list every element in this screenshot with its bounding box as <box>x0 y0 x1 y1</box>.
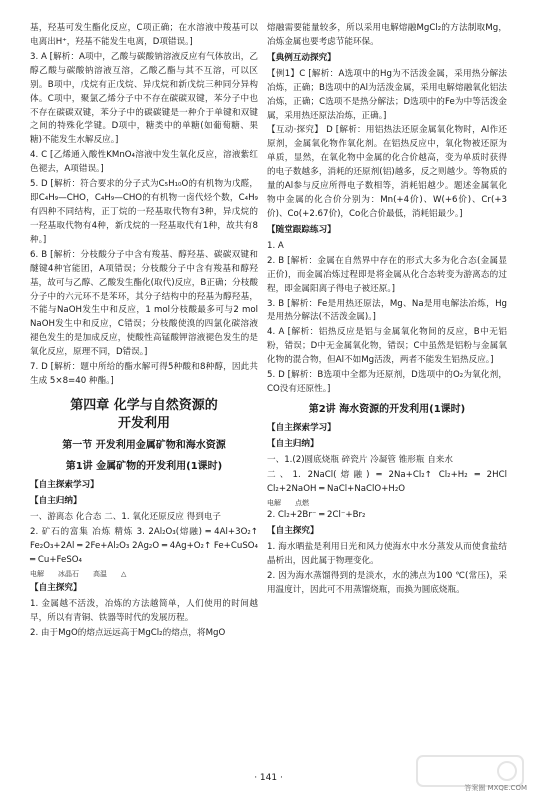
practice-answer: 3. B [解析：Fe是用热还原法，Mg、Na是用电解法冶炼，Hg是用热分解法(不活泼金属)。] <box>267 298 507 323</box>
paragraph: 3. A [解析：A项中，乙酸与碳酸钠溶液反应有气体放出，乙醇乙酸与碳酸钠溶液互溶，乙酸乙酯与其不互溶，可以区别。B项中，戊烷有正戊烷、异戊烷和新戊烷三种同分异构体。C项中，聚氯乙烯分子中不存在碳碳双键，苯分子中也不存在碳碳双键，苯分子中的碳碳键是一种介于单键和双键之间的特殊化学键。D项中，糖类中的单糖(如葡萄糖、果糖)不能发生水解反应。] <box>30 51 258 146</box>
watermark-text: 答案圈 MXQE.COM <box>464 783 527 792</box>
summary-line: 2. 矿石的富集 冶炼 精炼 3. 2Al₂O₃(熔融) ═ 4Al+3O₂↑ Fe₂O₃+2Al ═ 2Fe+Al₂O₃ 2Ag₂O ═ 4Ag+O₂↑ Fe+CuSO₄ ═ Cu+FeSO₄ <box>30 527 258 566</box>
section-title: 第一节 开发利用金属矿物和海水资源 <box>62 440 226 452</box>
heading-summary: 【自主归纳】 <box>267 439 319 450</box>
paragraph: 2. 因为海水蒸馏得到的是淡水，水的沸点为100 ℃(常压)，采用温度计，因此可不用蒸馏烧瓶，而换为圆底烧瓶。 <box>267 570 507 595</box>
summary-line: 一、游离态 化合态 二、1. 氧化还原反应 得到电子 <box>30 512 222 523</box>
paragraph: 4. C [乙烯通入酸性KMnO₄溶液中发生氧化反应，溶液紫红色褪去，A项错误。] <box>30 150 258 175</box>
heading-explore: 【自主探索学习】 <box>267 423 336 434</box>
condition-label: 冰晶石 <box>58 569 79 578</box>
chapter-title-line1: 第四章 化学与自然资源的 <box>70 397 218 413</box>
condition-label: 点燃 <box>295 498 309 507</box>
condition-label: 电解 <box>267 498 281 507</box>
chapter-title-line2: 开发利用 <box>117 415 170 431</box>
heading-self-explore: 【自主探究】 <box>267 526 319 537</box>
equation-conditions <box>267 498 507 509</box>
paragraph: 基，羟基可发生酯化反应，C项正确；在水溶液中羧基可以电离出H⁺，羟基不能发生电离，D项错误。] <box>30 23 258 47</box>
condition-label: 电解 <box>30 569 44 578</box>
page-number: · 141 · <box>254 773 283 784</box>
interact-explore-answer: 【互动·探究】 D [解析：用铝热法还原金属氧化物时，Al作还原剂，金属氧化物作氧化剂。在铝热反应中，氧化物被还原为单质，显然，在氧化物中金属的化合价越高，变为单质时获得的电子数越多，消耗的还原剂(铝)越多，反之则越少。等物质的量的Al参与反应所得电子数相等，消耗铝越少。题述金属氧化物中金属的化合价分别为：Mn(+4价)、W(+6价)、Cr(+3价)、Co(+2.67价)，Co化合价最低，消耗铝最少。] <box>267 125 507 219</box>
paragraph: 1. 金属越不活泼，冶炼的方法越简单，人们使用的时间越早，所以有青铜、铁器等时代的发展历程。 <box>30 599 258 624</box>
practice-answer: 4. A [解析：铝热反应是铝与金属氧化物间的反应，B中无铝粉，错误；D中无金属氧化物，错误；C中虽然是铝粉与金属氧化物的混合物，但Al不如Mg活泼，两者不能发生铝热反应。] <box>267 327 507 366</box>
lesson-title: 第2讲 海水资源的开发利用(1课时) <box>308 403 466 415</box>
left-column <box>30 22 258 642</box>
heading-self-explore: 【自主探究】 <box>30 583 82 594</box>
heading-explore: 【自主探索学习】 <box>30 480 99 491</box>
summary-line: 2. Cl₂+2Br⁻ ═ 2Cl⁻+Br₂ <box>267 510 366 521</box>
heading-interact: 【典例互动探究】 <box>267 52 336 63</box>
heading-summary: 【自主归纳】 <box>30 496 82 507</box>
summary-line: 二、1. 2NaCl(熔融) ═ 2Na+Cl₂↑ Cl₂+H₂ ═ 2HCl Cl₂+2NaOH ═ NaCl+NaClO+H₂O <box>267 469 507 494</box>
paragraph: 5. D [解析：符合要求的分子式为C₅H₁₀O的有机物为戊醛，即C₄H₉—CHO，C₄H₉—CHO的有机物一卤代烃个数，C₄H₉有四种不同结构，正丁烷的一羟基取代物有3种，异戊烷的一羟基取代物有4种，新戊烷的一羟基取代有1种，故共有8种。] <box>30 179 258 245</box>
summary-line: 一、1.(2)圆底烧瓶 碎瓷片 冷凝管 锥形瓶 自来水 <box>267 455 453 465</box>
paragraph: 2. 由于MgO的熔点远远高于MgCl₂的熔点，将MgO <box>30 628 226 639</box>
paragraph: 6. B [解析：分枝酸分子中含有羧基、醇羟基、碳碳双键和醚键4种官能团，A项错误；分枝酸分子中含有羧基和醇羟基，故可与乙醇、乙酸发生酯化(取代)反应，B正确；分枝酸分子中的六元环不是苯环，其分子结构中的羟基为醇羟基，不能与NaOH发生中和反应，1 mol分枝酸最多可与2 mol NaOH发生中和反应，C错误；分枝酸使溴的四氯化碳溶液褪色发生的是加成反应，使酸性高锰酸钾溶液褪色发生的是氧化反应，原理不同，D错误。] <box>30 249 258 358</box>
heading-practice: 【随堂跟踪练习】 <box>267 224 336 235</box>
lesson-title: 第1讲 金属矿物的开发利用(1课时) <box>65 461 223 473</box>
condition-label: △ <box>121 569 127 578</box>
practice-answer: 2. B [解析：金属在自然界中存在的形式大多为化合态(金属显正价)，而金属冶炼过程即是将金属从化合态转变为游离态的过程，即金属阳离子得电子被还原。] <box>267 255 507 294</box>
chapter-title <box>30 397 258 432</box>
practice-answer: 1. A <box>267 240 284 251</box>
paragraph: 1. 海水晒盐是利用日光和风力使海水中水分蒸发从而使食盐结晶析出，因此属于物理变化。 <box>267 541 507 566</box>
example-answer: 【例1】C [解析：A选项中的Hg为不活泼金属，采用热分解法冶炼，正确；B选项中的Al为活泼金属，采用电解熔融氧化铝法冶炼，正确；C选项不是热分解法；D选项中的Fe为中等活泼金属，采用热还原法冶炼，正确。] <box>267 68 507 121</box>
condition-label: 高温 <box>93 569 107 578</box>
paragraph: 7. D [解析：题中所给的酯水解可得5种酸和8种醇，因此共生成 5×8=40 种酯。] <box>30 362 258 387</box>
right-column <box>267 22 507 599</box>
equation-conditions <box>30 569 258 580</box>
paragraph: 熔融需要能量较多，所以采用电解熔融MgCl₂的方法制取Mg，冶炼金属也要考虑节能环保。 <box>267 23 507 47</box>
practice-answer: 5. D [解析：B选项中全都为还原剂，D选项中的O₂为氧化剂，CO没有还原性。] <box>267 370 507 395</box>
